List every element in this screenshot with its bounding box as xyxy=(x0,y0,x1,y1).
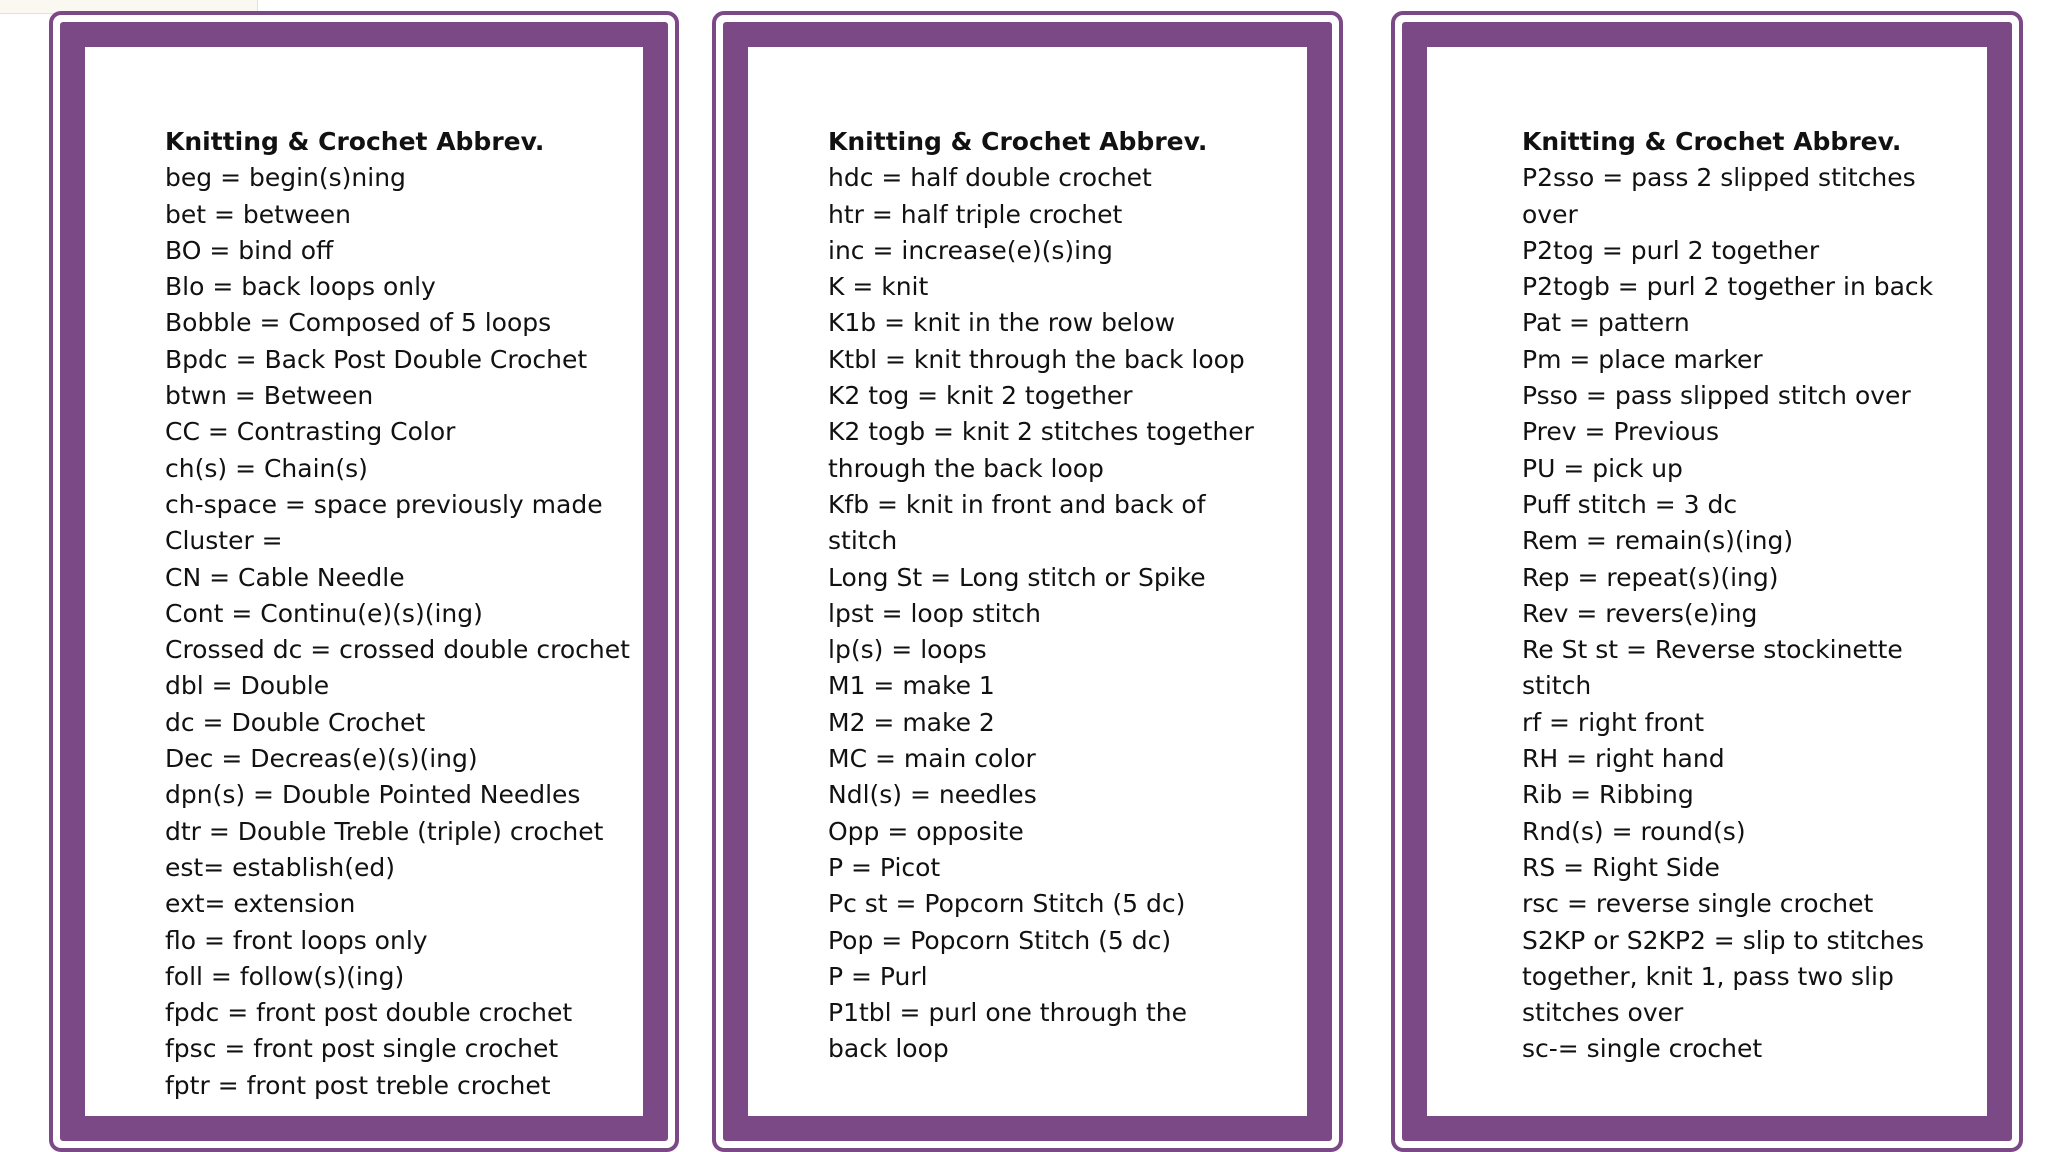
abbreviation-line: Re St st = Reverse stockinette xyxy=(1522,635,1903,665)
abbreviation-line: est= establish(ed) xyxy=(165,852,396,882)
abbreviation-line: Dec = Decreas(e)(s)(ing) xyxy=(165,744,478,774)
card-frame xyxy=(60,22,668,1141)
abbreviation-line: Rem = remain(s)(ing) xyxy=(1522,526,1794,556)
abbreviation-line: P2togb = purl 2 together in back xyxy=(1522,272,1934,302)
abbreviation-line: over xyxy=(1522,199,1578,229)
abbreviation-line: K = knit xyxy=(828,272,929,302)
abbreviation-line: CC = Contrasting Color xyxy=(165,417,456,447)
abbreviation-line: P = Purl xyxy=(828,961,928,991)
abbreviation-line: Blo = back loops only xyxy=(165,272,436,302)
abbreviation-line: dpn(s) = Double Pointed Needles xyxy=(165,780,581,810)
card-frame xyxy=(1402,22,2012,1141)
abbreviation-line: Bobble = Composed of 5 loops xyxy=(165,308,552,338)
abbreviation-line: Puff stitch = 3 dc xyxy=(1522,489,1738,519)
abbreviation-line: fpdc = front post double crochet xyxy=(165,998,573,1028)
abbreviation-line: sc-= single crochet xyxy=(1522,1034,1763,1064)
abbreviation-line: Pat = pattern xyxy=(1522,308,1690,338)
abbreviation-line: MC = main color xyxy=(828,744,1036,774)
card-heading: Knitting & Crochet Abbrev. xyxy=(165,127,545,156)
abbreviation-line: P2sso = pass 2 slipped stitches xyxy=(1522,163,1916,193)
abbreviation-line: bet = between xyxy=(165,199,351,229)
abbreviation-line: Rib = Ribbing xyxy=(1522,780,1694,810)
abbreviation-line: Rnd(s) = round(s) xyxy=(1522,816,1746,846)
abbreviation-line: btwn = Between xyxy=(165,381,374,411)
abbreviation-line: P2tog = purl 2 together xyxy=(1522,235,1820,265)
abbreviation-line: K1b = knit in the row below xyxy=(828,308,1176,338)
abbreviation-line: stitches over xyxy=(1522,998,1684,1028)
card-content xyxy=(85,47,643,1116)
abbreviation-line: P = Picot xyxy=(828,852,941,882)
abbreviation-card-1 xyxy=(49,11,679,1152)
card-heading: Knitting & Crochet Abbrev. xyxy=(828,127,1208,156)
abbreviation-line: flo = front loops only xyxy=(165,925,428,955)
abbreviation-line: htr = half triple crochet xyxy=(828,199,1123,229)
abbreviation-line: Rep = repeat(s)(ing) xyxy=(1522,562,1779,592)
abbreviation-line: dtr = Double Treble (triple) crochet xyxy=(165,816,604,846)
abbreviation-list xyxy=(165,160,643,1104)
abbreviation-line: ext= extension xyxy=(165,889,356,919)
abbreviation-line: stitch xyxy=(1522,671,1592,701)
card-heading: Knitting & Crochet Abbrev. xyxy=(1522,127,1902,156)
abbreviation-line: K2 togb = knit 2 stitches together xyxy=(828,417,1254,447)
abbreviation-line: RH = right hand xyxy=(1522,744,1725,774)
abbreviation-line: fpsc = front post single crochet xyxy=(165,1034,559,1064)
abbreviation-line: together, knit 1, pass two slip xyxy=(1522,961,1894,991)
abbreviation-line: S2KP or S2KP2 = slip to stitches xyxy=(1522,925,1925,955)
abbreviation-line: fptr = front post treble crochet xyxy=(165,1070,551,1100)
abbreviation-line: Long St = Long stitch or Spike xyxy=(828,562,1206,592)
abbreviation-line: back loop xyxy=(828,1034,949,1064)
abbreviation-line: Prev = Previous xyxy=(1522,417,1720,447)
abbreviation-line: BO = bind off xyxy=(165,235,334,265)
abbreviation-line: Ktbl = knit through the back loop xyxy=(828,344,1245,374)
abbreviation-line: through the back loop xyxy=(828,453,1104,483)
abbreviation-line: Kfb = knit in front and back of xyxy=(828,489,1206,519)
abbreviation-card-3 xyxy=(1391,11,2023,1152)
abbreviation-line: Pop = Popcorn Stitch (5 dc) xyxy=(828,925,1172,955)
abbreviation-line: beg = begin(s)ning xyxy=(165,163,406,193)
abbreviation-list xyxy=(1522,160,1987,1067)
abbreviation-line: Ndl(s) = needles xyxy=(828,780,1037,810)
abbreviation-line: Opp = opposite xyxy=(828,816,1024,846)
abbreviation-line: rf = right front xyxy=(1522,707,1705,737)
abbreviation-line: Psso = pass slipped stitch over xyxy=(1522,381,1911,411)
abbreviation-line: P1tbl = purl one through the xyxy=(828,998,1187,1028)
card-content xyxy=(1427,47,1987,1116)
abbreviation-line: Pm = place marker xyxy=(1522,344,1763,374)
abbreviation-line: RS = Right Side xyxy=(1522,852,1720,882)
abbreviation-line: M1 = make 1 xyxy=(828,671,995,701)
abbreviation-line: Rev = revers(e)ing xyxy=(1522,598,1758,628)
abbreviation-line: ch-space = space previously made xyxy=(165,489,603,519)
card-frame xyxy=(723,22,1332,1141)
abbreviation-line: PU = pick up xyxy=(1522,453,1683,483)
abbreviation-line: ch(s) = Chain(s) xyxy=(165,453,368,483)
abbreviation-line: Crossed dc = crossed double crochet xyxy=(165,635,630,665)
abbreviation-line: lp(s) = loops xyxy=(828,635,987,665)
abbreviation-line: CN = Cable Needle xyxy=(165,562,405,592)
abbreviation-line: dbl = Double xyxy=(165,671,330,701)
abbreviation-line: K2 tog = knit 2 together xyxy=(828,381,1133,411)
abbreviation-line: hdc = half double crochet xyxy=(828,163,1152,193)
abbreviation-line: stitch xyxy=(828,526,898,556)
abbreviation-line: Bpdc = Back Post Double Crochet xyxy=(165,344,588,374)
card-content xyxy=(748,47,1307,1116)
abbreviation-line: Cluster = xyxy=(165,526,283,556)
abbreviation-line: dc = Double Crochet xyxy=(165,707,426,737)
abbreviation-line: rsc = reverse single crochet xyxy=(1522,889,1874,919)
abbreviation-line: foll = follow(s)(ing) xyxy=(165,961,405,991)
abbreviation-list xyxy=(828,160,1307,1067)
abbreviation-line: Cont = Continu(e)(s)(ing) xyxy=(165,598,483,628)
abbreviation-card-2 xyxy=(712,11,1343,1152)
abbreviation-line: inc = increase(e)(s)ing xyxy=(828,235,1113,265)
abbreviation-line: M2 = make 2 xyxy=(828,707,995,737)
abbreviation-line: lpst = loop stitch xyxy=(828,598,1042,628)
abbreviation-line: Pc st = Popcorn Stitch (5 dc) xyxy=(828,889,1186,919)
